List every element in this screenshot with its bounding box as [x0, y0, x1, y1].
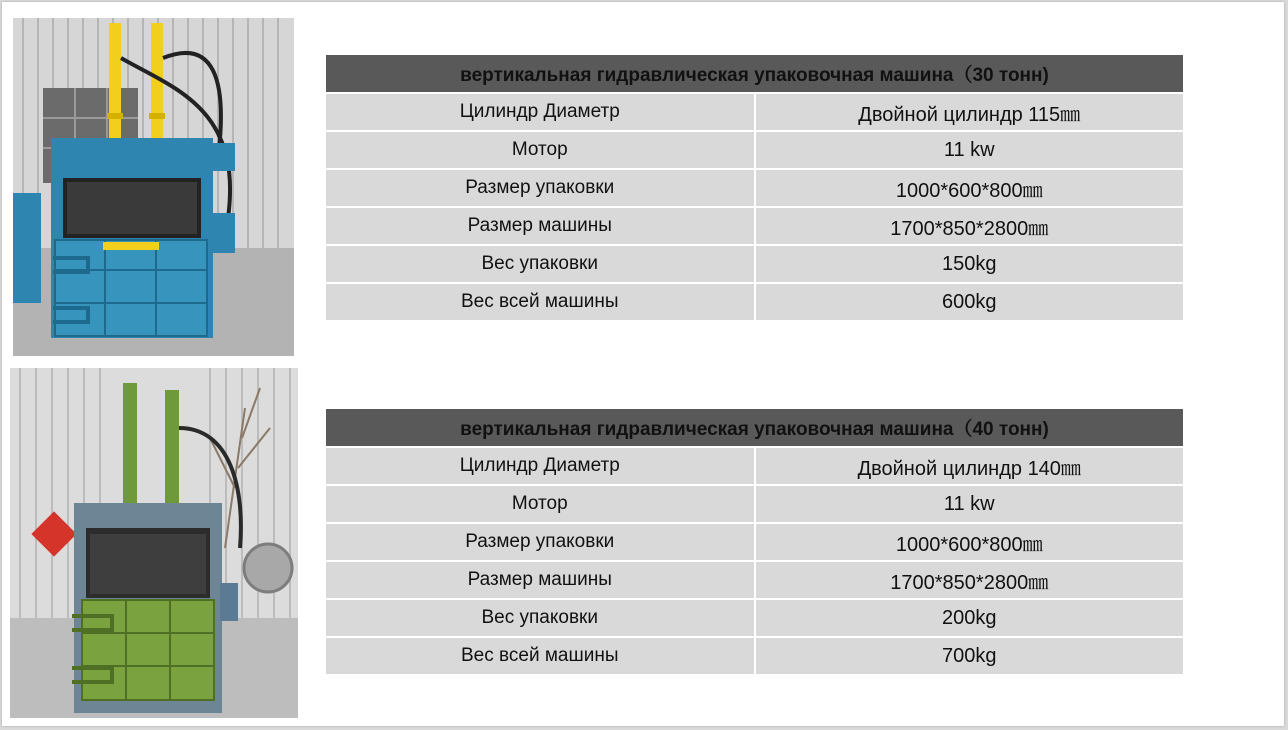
- table-row: [326, 485, 1183, 523]
- spec-label: Вес всей машины: [326, 283, 755, 320]
- table-header-row: [326, 409, 1183, 447]
- spec-table-30t: [326, 55, 1183, 320]
- spec-label: Вес всей машины: [326, 637, 755, 674]
- spec-label: Цилиндр Диаметр: [326, 447, 755, 485]
- table-header-row: [326, 55, 1183, 93]
- spec-label: Мотор: [326, 485, 755, 523]
- spec-value: 1000*600*800㎜: [755, 523, 1184, 561]
- spec-label: Мотор: [326, 131, 755, 169]
- table-row: [326, 447, 1183, 485]
- baler-40t-photo: [10, 368, 298, 718]
- spec-label: Размер упаковки: [326, 169, 755, 207]
- table-title: вертикальная гидравлическая упаковочная машина（40 тонн): [326, 409, 1183, 447]
- spec-label: Вес упаковки: [326, 245, 755, 283]
- spec-label: Размер упаковки: [326, 523, 755, 561]
- spec-value: 700kg: [755, 637, 1184, 674]
- spec-value: 11 kw: [755, 131, 1184, 169]
- table-row: [326, 283, 1183, 320]
- spec-label: Размер машины: [326, 207, 755, 245]
- spec-label: Вес упаковки: [326, 599, 755, 637]
- table-row: [326, 523, 1183, 561]
- spec-value: 1700*850*2800㎜: [755, 207, 1184, 245]
- spec-table-40t: [326, 409, 1183, 674]
- table-row: [326, 169, 1183, 207]
- spec-value: 150kg: [755, 245, 1184, 283]
- table-row: [326, 93, 1183, 131]
- table-row: [326, 561, 1183, 599]
- table-row: [326, 245, 1183, 283]
- table-row: [326, 131, 1183, 169]
- table-row: [326, 207, 1183, 245]
- spec-value: Двойной цилиндр 115㎜: [755, 93, 1184, 131]
- slide: [2, 2, 1284, 726]
- spec-value: 200kg: [755, 599, 1184, 637]
- spec-label: Цилиндр Диаметр: [326, 93, 755, 131]
- spec-label: Размер машины: [326, 561, 755, 599]
- spec-value: 1000*600*800㎜: [755, 169, 1184, 207]
- table-title: вертикальная гидравлическая упаковочная машина（30 тонн): [326, 55, 1183, 93]
- spec-value: 1700*850*2800㎜: [755, 561, 1184, 599]
- spec-value: 600kg: [755, 283, 1184, 320]
- baler-30t-photo: [13, 18, 294, 356]
- spec-value: 11 kw: [755, 485, 1184, 523]
- table-row: [326, 599, 1183, 637]
- table-row: [326, 637, 1183, 674]
- spec-value: Двойной цилиндр 140㎜: [755, 447, 1184, 485]
